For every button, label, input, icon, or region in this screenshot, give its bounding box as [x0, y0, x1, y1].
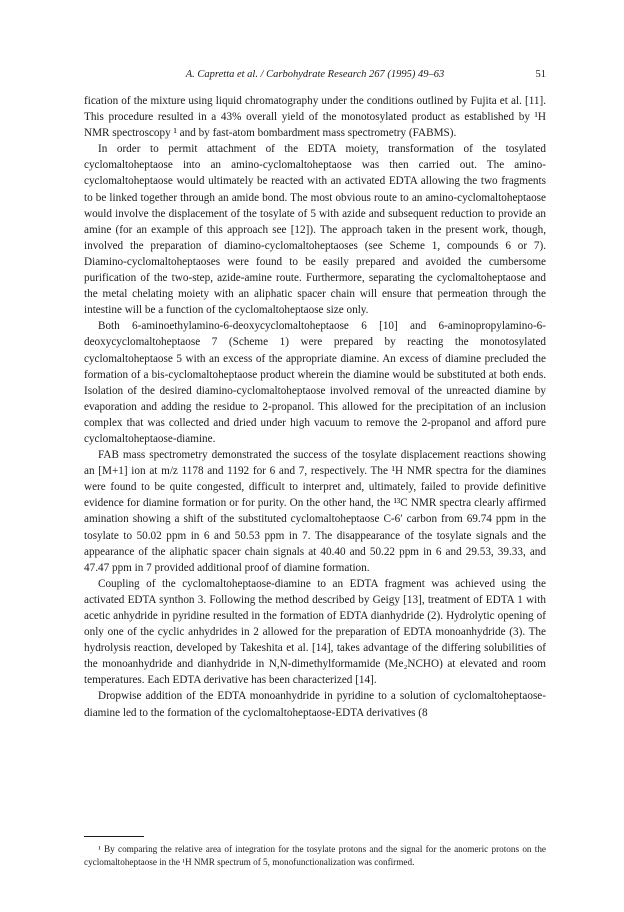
paragraph-edta-coupling: Coupling of the cyclomaltoheptaose-diamine to an EDTA fragment was achieved using the activated EDTA synthon 3. Following the method described by Geigy [13], treatment of EDTA 1 with acetic anhydride in pyridine resulted in the formation of EDTA dianhydride (2). Hydrolytic opening of only one of the cyclic anhydrides in 2 allowed for the preparation of EDTA monoanhydride (3). The hydrolysis reaction, developed by Takeshita et al. [14], takes advantage of the differing solubilities of the monoanhydride and dianhydride in N,N-dimethylformamide (Me₂NCHO) at elevated and room temperatures. Each EDTA derivative has been characterized [14]. [84, 577, 546, 687]
paragraph-diamine-prep: Both 6-aminoethylamino-6-deoxycyclomaltoheptaose 6 [10] and 6-aminopropylamino-6-deoxycyclomaltoheptaose 7 (Scheme 1) were prepared by reacting the monotosylated cyclomaltoheptaose 5 with an excess of the appropriate diamine. An excess of diamine precluded the formation of a bis-cyclomaltoheptaose product wherein the diamine would be substituted at both ends. Isolation of the desired diamino-cyclomaltoheptaose involved removal of the unreacted diamine by evaporation and adding the residue to 2-propanol. This allowed for the precipitation of an inclusion complex that was collected and dried under high vacuum to remove the 2-propanol and afford pure cyclomaltoheptaose-diamine. [84, 320, 546, 445]
paragraph-continued: fication of the mixture using liquid chromatography under the conditions outlined by Fujita et al. [11]. This procedure resulted in a 43% overall yield of the monotosylated product as established by ¹H NMR spectroscopy ¹ and by fast-atom bombardment mass spectrometry (FABMS). [84, 95, 546, 140]
paragraph-amino-route: In order to permit attachment of the EDTA moiety, transformation of the tosylated cyclomaltoheptaose into an amino-cyclomaltoheptaose was then carried out. The amino-cyclomaltoheptaose would ultimately be reacted with an activated EDTA allowing the two fragments to be linked together through an amide bond. The most obvious route to an amino-cyclomaltoheptaose would involve the displacement of the tosylate of 5 with azide and subsequent reduction to provide an amine (for an example of this approach see [12]). The approach taken in the present work, though, involved the preparation of diamino-cyclomaltoheptaoses (see Scheme 1, compounds 6 or 7). Diamino-cyclomaltoheptaoses were found to be easily prepared and avoided the cumbersome purification of the two-step, azide-amine route. Furthermore, separating the cyclomaltoheptaose and the metal chelating moiety with an aliphatic spacer chain will ensure that permeation through the intestine will be a function of the cyclomaltoheptaose size only. [84, 143, 546, 317]
page-number: 51 [535, 69, 546, 80]
body-text [84, 93, 546, 721]
paragraph-fab-nmr: FAB mass spectrometry demonstrated the success of the tosylate displacement reactions showing an [M+1] ion at m/z 1178 and 1192 for 6 and 7, respectively. The ¹H NMR spectra for the diamines were found to be quite congested, difficult to interpret and, ultimately, failed to provide definitive evidence for diamine formation or for purity. On the other hand, the ¹³C NMR spectra clearly affirmed amination showing a shift of the substituted cyclomaltoheptaose C-6′ carbon from 69.74 ppm in the tosylate to 50.02 ppm in 6 and 50.53 ppm in 7. The disappearance of the tosylate signals and the appearance of the aliphatic spacer chain signals at 40.40 and 50.22 ppm in 6 and 29.53, 39.33, and 47.47 ppm in 7 provided additional proof of diamine formation. [84, 449, 546, 574]
footnote: ¹ By comparing the relative area of integration for the tosylate protons and the signal for the anomeric protons on the cyclomaltoheptaose in the ¹H NMR spectrum of 5, monofunctionalization was confirmed. [84, 844, 546, 867]
running-head [84, 68, 546, 81]
footnote-divider [84, 836, 144, 837]
paragraph-dropwise-addition: Dropwise addition of the EDTA monoanhydride in pyridine to a solution of cyclomaltoheptaose-diamine led to the formation of the cyclomaltoheptaose-EDTA derivatives (8 [84, 690, 546, 719]
running-head-title: A. Capretta et al. / Carbohydrate Research 267 (1995) 49–63 [185, 69, 445, 80]
